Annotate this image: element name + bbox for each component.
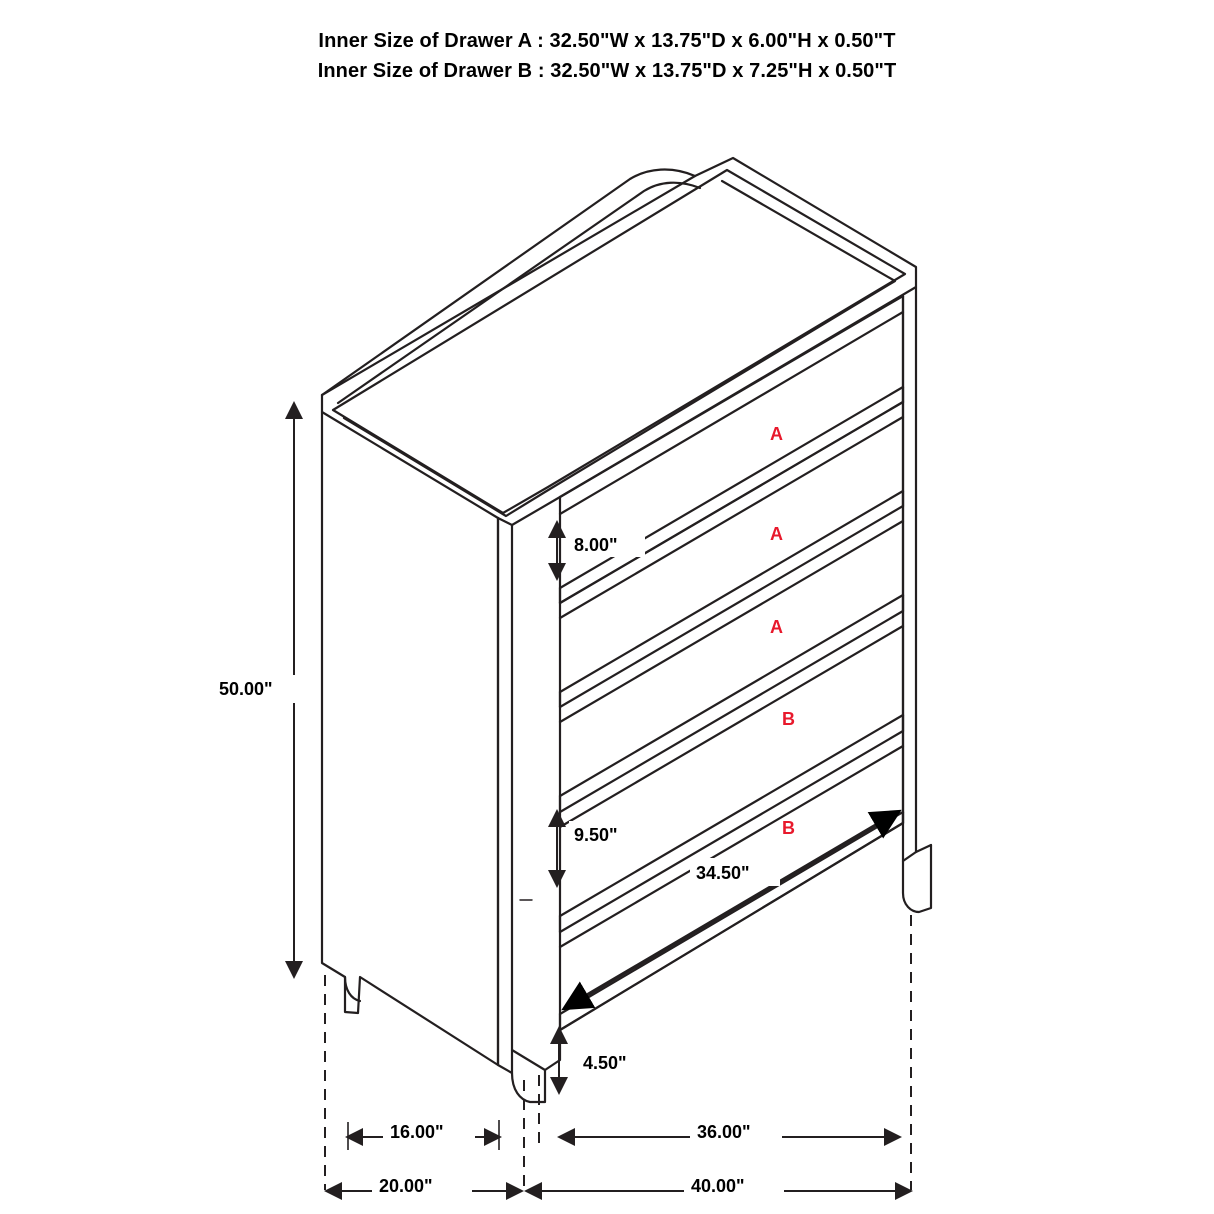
drawer-label-2: A: [770, 524, 783, 544]
drawer-4-top-edge: [560, 626, 903, 827]
spec-line-drawer-b: Inner Size of Drawer B : 32.50"W x 13.75"D x 7.25"H x 0.50"T: [317, 60, 897, 82]
chest-body: [322, 158, 931, 1102]
front-right-leg-top: [916, 845, 931, 852]
front-right-leg: [903, 845, 931, 912]
dim-label-front-width: 34.50": [696, 863, 750, 883]
drawer-1-top-edge-2: [560, 312, 903, 514]
dim-label-total-height: 50.00": [219, 679, 273, 699]
top-panel-rounded-corner-inner: [338, 183, 700, 403]
spec-line-drawer-a: Inner Size of Drawer A : 32.50"W x 13.75"D x 6.00"H x 0.50"T: [318, 30, 896, 52]
drawer-label-3: A: [770, 617, 783, 637]
left-leg-notch: [345, 977, 360, 1001]
front-left-leg: [512, 1050, 545, 1102]
drawer-5-rail: [560, 823, 903, 1030]
drawer-3-rail: [560, 611, 903, 812]
drawer-2-top-edge-2: [560, 417, 903, 618]
dim-label-side-outer-depth: 20.00": [379, 1176, 433, 1196]
drawer-1-top-edge: [560, 296, 903, 497]
dim-label-drawer-a-height: 8.00": [574, 535, 618, 555]
dim-label-drawer-b-height: 9.50": [574, 825, 618, 845]
front-left-leg-side: [545, 1030, 560, 1070]
drawer-2-bottom-edge: [560, 491, 903, 692]
drawer-label-5: B: [782, 818, 795, 838]
drawer-3-bottom-edge: [560, 595, 903, 796]
dim-label-front-inner-width: 36.00": [697, 1122, 751, 1142]
front-right-post: [903, 287, 916, 861]
dim-label-leg-clearance: 4.50": [583, 1053, 627, 1073]
left-side-panel: [322, 412, 498, 1065]
drawer-label-1: A: [770, 424, 783, 444]
drawer-label-4: B: [782, 709, 795, 729]
front-left-post: [498, 518, 512, 1073]
drawer-1-bottom-edge: [560, 387, 903, 588]
drawer-2-top-edge: [560, 402, 903, 603]
dim-label-side-inner-depth: 16.00": [390, 1122, 444, 1142]
dim-label-front-outer-width: 40.00": [691, 1176, 745, 1196]
